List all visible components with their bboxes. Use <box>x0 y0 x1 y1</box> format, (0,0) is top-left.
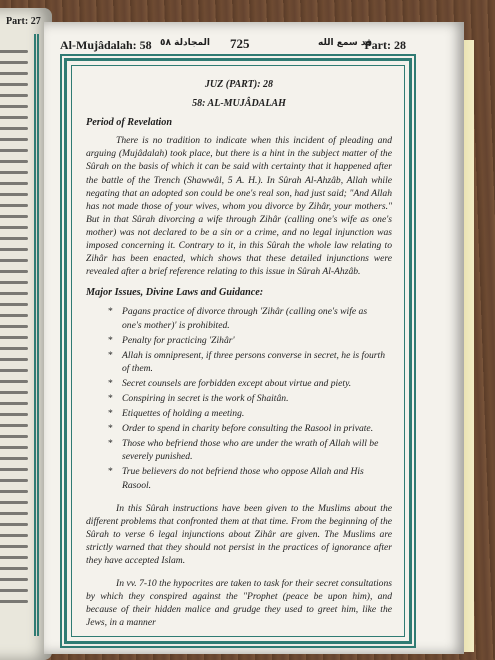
left-page-header: Part: 27 <box>6 16 41 27</box>
list-item: * Those who befriend those who are under the wrath of Allah will be severely punished. <box>108 438 379 463</box>
bullet-icon: * <box>108 334 113 346</box>
bullet-icon: * <box>108 306 113 318</box>
running-head-arabic-left: المجادلة ٥٨ <box>160 38 210 48</box>
left-page-arabic-text <box>0 42 28 611</box>
frame-content <box>71 65 405 637</box>
list-item: * Secret counsels are forbidden except about virtue and piety. <box>108 377 352 389</box>
running-head-arabic-right: قد سمع الله <box>318 38 372 48</box>
surah-title: 58: AL-MUJÂDALAH <box>192 98 286 110</box>
running-head <box>60 32 406 56</box>
bullet-icon: * <box>108 408 113 420</box>
revelation-paragraph: There is no tradition to indicate when this incident of pleading and arguing (Mujâdalah) took place, but there is a hint in the subject matter of the Sûrah on the basis of which it can be said with certainty that it happened after the battle of the Trench (Shawwâl, 5 A. H.). In Sûrah Al-Ahzâb, Allah while negating that an adopted son could be one's real son, had just said; "And Allah has not made those of your wives, whom you divorce by Zihâr, your mothers." But in that Sûrah divorcing a wife through Zihâr (calling one's wife as one's mother) was not declared to be a sin or a crime, and no legal injunction was imposed concerning it. Contrary to it, in this Sûrah the whole law relating to Zihâr has been enacted, which shows that these detailed injunctions were revealed after a brief reference relating to this issue in Sûrah Al-Ahzâb. <box>86 135 392 278</box>
bullet-icon: * <box>108 438 113 450</box>
period-heading: Period of Revelation <box>86 117 173 129</box>
running-head-surah: Al-Mujâdalah: 58 <box>60 38 152 52</box>
page-number: 725 <box>230 36 250 51</box>
list-item: * Pagans practice of divorce through 'Zihâr (calling one's wife as one's mother)' is prohibited. <box>108 306 368 331</box>
list-item: * Conspiring in secret is the work of Shaitân. <box>108 392 289 404</box>
juz-title: JUZ (PART): 28 <box>204 79 274 90</box>
running-head-part: Part: 28 <box>364 38 406 52</box>
instructions-paragraph: In this Sûrah instructions have been given to the Muslims about the different problems that confronted them at that time. From the beginning of the Sûrah to verse 6 legal injunctions about Zihâr are given. The Muslims are strictly warned that they should not persist in the practices of ignorance after they have accepted Islam. <box>86 502 392 566</box>
list-item: * Order to spend in charity before consulting the Rasool in private. <box>108 423 374 435</box>
list-item: * Allah is omnipresent, if three persons converse in secret, he is fourth of them. <box>108 349 385 374</box>
list-item: * Penalty for practicing 'Zihâr' <box>108 334 235 346</box>
bullet-icon: * <box>108 392 113 404</box>
hypocrites-paragraph: In vv. 7-10 the hypocrites are taken to task for their secret consultations by which they conspired against the "Prophet (peace be upon him), and because of their hidden malice and grudge they used to greet him, like the Jews, in a manner <box>86 578 392 629</box>
issues-list <box>86 305 392 491</box>
list-item: * Etiquettes of holding a meeting. <box>108 408 245 420</box>
bullet-icon: * <box>108 423 113 435</box>
bullet-icon: * <box>108 377 113 389</box>
decorative-frame <box>64 58 412 644</box>
issues-heading: Major Issues, Divine Laws and Guidance: <box>86 287 264 299</box>
list-item: * True believers do not befriend those who oppose Allah and His Rasool. <box>108 466 364 491</box>
bullet-icon: * <box>108 466 113 478</box>
bullet-icon: * <box>108 349 113 361</box>
